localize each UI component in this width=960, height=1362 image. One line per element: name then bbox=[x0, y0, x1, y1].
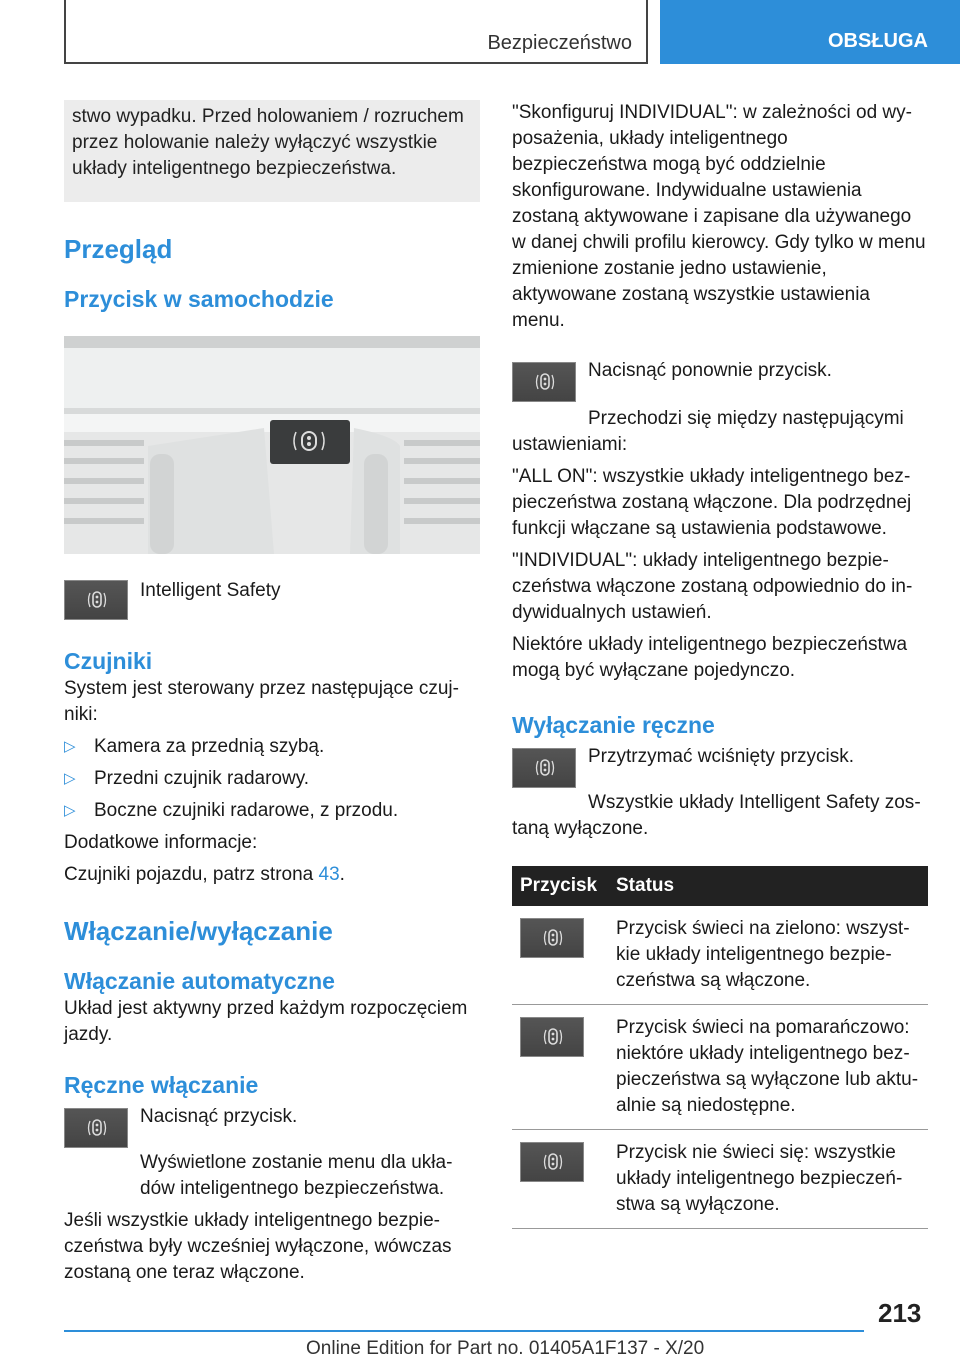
heading-overview: Przegląd bbox=[64, 234, 173, 264]
table-row bbox=[512, 1005, 928, 1130]
header-section-title: Bezpieczeństwo bbox=[487, 32, 632, 54]
note-text: stwo wypadku. Przed holowaniem / rozruchem przez holowanie należy wyłączyć wszystkie układy inteligentnego bezpieczeństwa. bbox=[72, 106, 464, 179]
switches-text: Przechodzi się między następującymi ustawieniami: bbox=[512, 408, 904, 455]
table-row bbox=[512, 906, 928, 1005]
list-item: ▷ Przedni czujnik radarowy. bbox=[64, 766, 480, 792]
configure-individual-text: "Skonfiguruj INDIVIDUAL": w zależności od wyposażenia, układy inteligentnego bezpieczeństwa mogą być oddzielnie skonfigurowane. Indywidualne ustawienia zostaną aktywowane i zapisane dla używanego w danej chwili profilu kierowcy. Gdy tylko w menu zmienione zostanie jedno ustawienie, aktywowane zostaną wszystkie ustawienia menu. bbox=[512, 102, 926, 331]
table-header-button: Przycisk bbox=[512, 866, 608, 906]
intelligent-safety-button-icon bbox=[512, 748, 576, 788]
list-item: ▷ Kamera za przednią szybą. bbox=[64, 734, 480, 760]
footer-edition: Online Edition for Part no. 01405A1F137 - X/20 bbox=[306, 1338, 705, 1359]
manual-on-step-3: Jeśli wszystkie układy inteligentnego bezpieczeństwa były wcześniej wyłączone, wówczas zostaną one teraz włączone. bbox=[64, 1210, 452, 1283]
hold-row bbox=[512, 744, 928, 786]
intelligent-safety-button-icon bbox=[512, 362, 576, 402]
sensor-reference: Czujniki pojazdu, patrz strona 43. bbox=[64, 864, 345, 885]
note-box bbox=[64, 100, 480, 202]
table-header-row bbox=[512, 866, 928, 906]
auto-on-text: Układ jest aktywny przed każdym rozpoczęciem jazdy. bbox=[64, 998, 468, 1045]
triangle-right-outline-icon: ▷ bbox=[64, 802, 76, 819]
table-cell-icon bbox=[512, 906, 608, 1005]
manual-on-row bbox=[64, 1104, 480, 1146]
dashboard-button-illustration bbox=[64, 336, 480, 554]
table-row bbox=[512, 1130, 928, 1229]
status-table bbox=[512, 866, 928, 1229]
more-info-label: Dodatkowe informacje: bbox=[64, 832, 258, 853]
footer-divider bbox=[64, 1330, 864, 1332]
page-link-43[interactable]: 43 bbox=[318, 864, 340, 885]
dashboard-photo bbox=[64, 336, 480, 554]
intelligent-safety-caption: Intelligent Safety bbox=[140, 580, 281, 601]
table-cell-status: Przycisk świeci na pomarańczowo: niektóre układy inteligentnego bezpieczeństwa są wyłączone lub aktualnie są niedostępne. bbox=[608, 1005, 928, 1130]
sensors-list bbox=[64, 734, 480, 824]
table-header-status: Status bbox=[608, 866, 928, 906]
left-column bbox=[64, 100, 480, 1286]
heading-auto-on: Włączanie automatyczne bbox=[64, 968, 335, 994]
triangle-right-outline-icon: ▷ bbox=[64, 738, 76, 755]
heading-button-in-car: Przycisk w samochodzie bbox=[64, 286, 334, 312]
intelligent-safety-button-icon bbox=[520, 1017, 584, 1057]
triangle-right-outline-icon: ▷ bbox=[64, 770, 76, 787]
intelligent-safety-caption-row bbox=[64, 576, 480, 618]
page-number: 213 bbox=[878, 1298, 922, 1328]
some-systems-text: Niektóre układy inteligentnego bezpieczeństwa mogą być wyłączane pojedynczo. bbox=[512, 634, 908, 681]
table-cell-status: Przycisk świeci na zielono: wszystkie układy inteligentnego bezpieczeństwa są włączone. bbox=[608, 906, 928, 1005]
hold-text: Przytrzymać wciśnięty przycisk. bbox=[588, 746, 855, 767]
sensors-intro: System jest sterowany przez następujące czujniki: bbox=[64, 678, 459, 725]
manual-on-step-2-first: Wyświetlone zostanie menu dla układów inteligentnego bezpieczeństwa. bbox=[140, 1152, 453, 1199]
all-on-text: "ALL ON": wszystkie układy inteligentnego bezpieczeństwa zostaną włączone. Dla podrzędnej funkcji włączane są ustawienia podstawowe. bbox=[512, 466, 912, 539]
header-tab[interactable]: OBSŁUGA bbox=[660, 0, 960, 64]
all-off-text: Wszystkie układy Intelligent Safety zostaną wyłączone. bbox=[512, 792, 921, 839]
header-box bbox=[64, 0, 648, 64]
individual-text: "INDIVIDUAL": układy inteligentnego bezpieczeństwa włączone zostaną odpowiednio do indywidualnych ustawień. bbox=[512, 550, 913, 623]
table-cell-icon bbox=[512, 1005, 608, 1130]
manual-on-step-1: Nacisnąć przycisk. bbox=[140, 1106, 298, 1127]
press-again-row bbox=[512, 358, 928, 400]
heading-manual-off: Wyłączanie ręczne bbox=[512, 712, 715, 738]
press-again-text: Nacisnąć ponownie przycisk. bbox=[588, 360, 832, 381]
intelligent-safety-button-icon bbox=[520, 918, 584, 958]
table-cell-icon bbox=[512, 1130, 608, 1229]
heading-sensors: Czujniki bbox=[64, 648, 153, 674]
heading-manual-on: Ręczne włączanie bbox=[64, 1072, 259, 1098]
heading-on-off: Włączanie/wyłączanie bbox=[64, 916, 333, 946]
table-cell-status: Przycisk nie świeci się: wszystkie układy inteligentnego bezpieczeństwa są wyłączone. bbox=[608, 1130, 928, 1229]
intelligent-safety-button-icon bbox=[64, 580, 128, 620]
list-item: ▷ Boczne czujniki radarowe, z przodu. bbox=[64, 798, 480, 824]
intelligent-safety-button-icon bbox=[64, 1108, 128, 1148]
intelligent-safety-button-icon bbox=[520, 1142, 584, 1182]
right-column bbox=[512, 100, 928, 1229]
